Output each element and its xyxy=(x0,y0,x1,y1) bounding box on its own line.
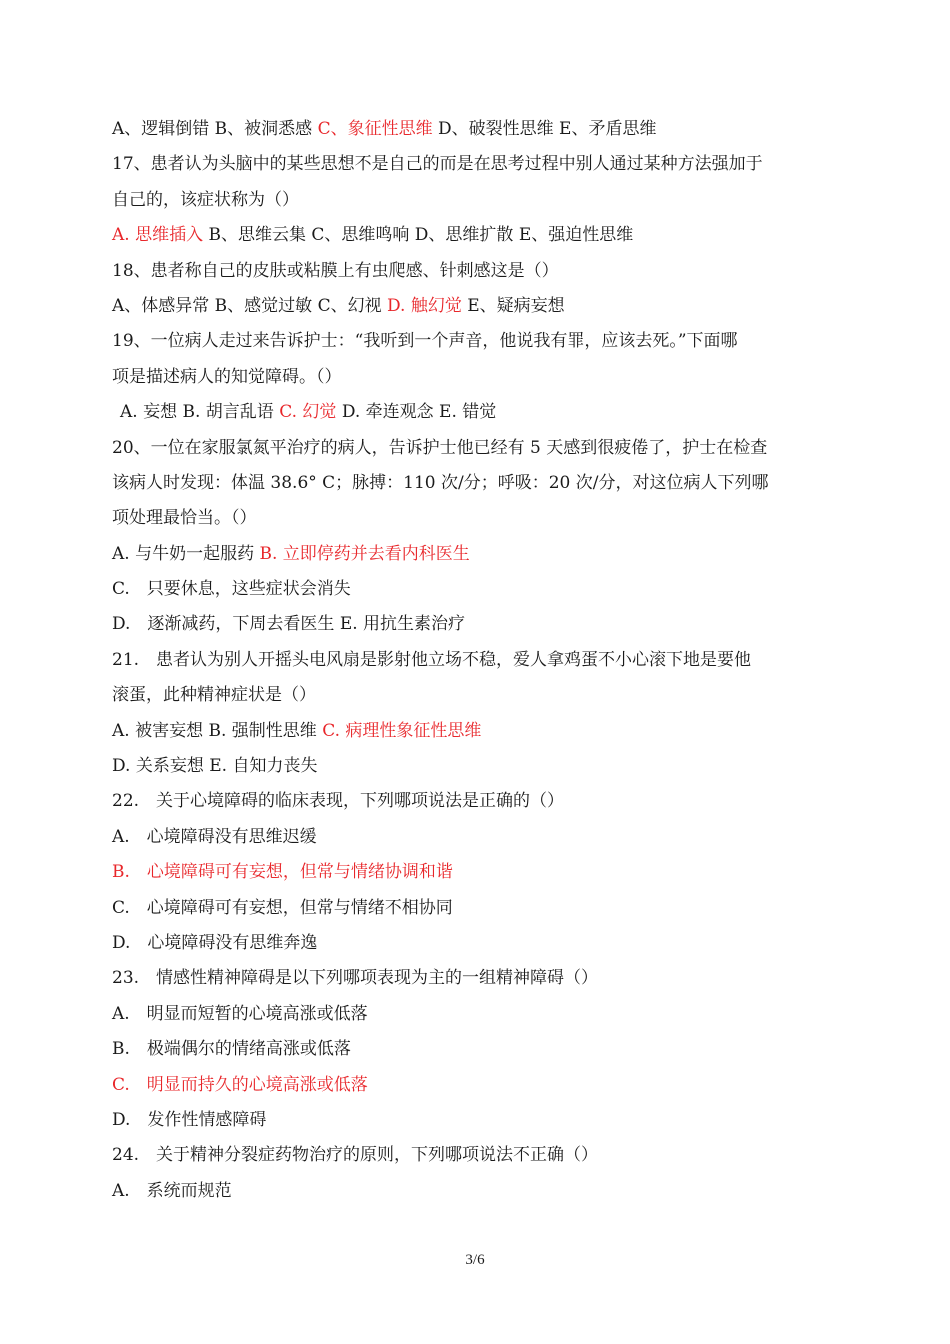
text-segment: A. 被害妄想 B. 强制性思维 xyxy=(112,720,323,741)
answer-highlight: C、象征性思维 xyxy=(317,119,433,139)
text-line xyxy=(112,1068,852,1103)
text-line xyxy=(112,466,852,501)
text-line xyxy=(112,1138,852,1173)
text-line xyxy=(112,501,852,536)
text-segment: B、思维云集 C、思维鸣响 D、思维扩散 E、强迫性思维 xyxy=(203,225,634,246)
text-line xyxy=(112,324,852,359)
text-segment: D. 发作性情感障碍 xyxy=(112,1109,267,1130)
text-line xyxy=(112,1103,852,1138)
text-segment: A、逻辑倒错 B、被洞悉感 xyxy=(112,119,318,139)
text-segment: 项是描述病人的知觉障碍。（） xyxy=(112,366,342,387)
text-line xyxy=(112,183,852,218)
answer-highlight: C. 幻觉 xyxy=(279,402,337,423)
text-segment: 22. 关于心境障碍的临床表现，下列哪项说法是正确的（） xyxy=(112,791,565,812)
text-segment: C. 心境障碍可有妄想，但常与情绪不相协同 xyxy=(112,897,453,918)
text-segment: A. 与牛奶一起服药 xyxy=(112,543,260,564)
text-segment: D. 关系妄想 E. 自知力丧失 xyxy=(112,756,318,777)
text-line xyxy=(112,997,852,1032)
text-line xyxy=(112,961,852,996)
question-list xyxy=(112,112,852,1209)
text-segment: 24. 关于精神分裂症药物治疗的原则，下列哪项说法不正确（） xyxy=(112,1145,599,1166)
text-line xyxy=(112,431,852,466)
text-segment: 19、一位病人走过来告诉护士：“我听到一个声音，他说我有罪，应该去死。”下面哪 xyxy=(112,331,738,352)
text-segment: 自己的，该症状称为（） xyxy=(112,189,299,210)
text-segment: D. 牵连观念 E. 错觉 xyxy=(336,402,497,423)
text-segment: 该病人时发现：体温 38.6° C；脉搏：110 次/分；呼吸：20 次/分，对这位病人下列哪 xyxy=(112,472,769,493)
text-segment: 21. 患者认为别人开摇头电风扇是影射他立场不稳，爱人拿鸡蛋不小心滚下地是要他 xyxy=(112,649,752,670)
answer-highlight: C. 病理性象征性思维 xyxy=(322,720,482,741)
text-segment: D. 逐渐减药，下周去看医生 E. 用抗生素治疗 xyxy=(112,614,466,635)
text-line xyxy=(112,572,852,607)
text-line xyxy=(112,820,852,855)
text-line xyxy=(112,714,852,749)
text-line xyxy=(112,784,852,819)
text-line xyxy=(112,855,852,890)
answer-highlight: A. 思维插入 xyxy=(112,225,204,246)
page-number: 3/6 xyxy=(465,1252,485,1268)
text-segment: E、疑病妄想 xyxy=(461,295,565,316)
answer-highlight: D. 触幻觉 xyxy=(387,295,462,316)
text-line xyxy=(112,147,852,182)
text-segment: A. 心境障碍没有思维迟缓 xyxy=(112,826,317,847)
text-segment: 20、一位在家服氯氮平治疗的病人，告诉护士他已经有 5 天感到很疲倦了，护士在检查 xyxy=(112,437,768,458)
text-segment: C. 只要休息，这些症状会消失 xyxy=(112,579,351,600)
text-segment: 17、患者认为头脑中的某些思想不是自己的而是在思考过程中别人通过某种方法强加于 xyxy=(112,154,763,175)
text-line xyxy=(112,1174,852,1209)
answer-highlight: B. 立即停药并去看内科医生 xyxy=(259,543,470,564)
text-segment: 项处理最恰当。（） xyxy=(112,508,257,529)
text-line xyxy=(112,360,852,395)
text-segment: A、体感异常 B、感觉过敏 C、幻视 xyxy=(112,295,387,316)
text-segment: B. 极端偶尔的情绪高涨或低落 xyxy=(112,1039,351,1060)
text-segment: A. 妄想 B. 胡言乱语 xyxy=(120,402,280,423)
text-line xyxy=(112,254,852,289)
text-line xyxy=(112,643,852,678)
text-segment: A. 明显而短暂的心境高涨或低落 xyxy=(112,1003,368,1024)
text-line xyxy=(112,537,852,572)
text-line xyxy=(112,891,852,926)
answer-highlight: B. 心境障碍可有妄想，但常与情绪协调和谐 xyxy=(112,862,453,883)
text-line xyxy=(112,395,852,430)
text-segment: 18、患者称自己的皮肤或粘膜上有虫爬感、针刺感这是（） xyxy=(112,260,559,281)
text-line xyxy=(112,112,852,147)
text-segment: D. 心境障碍没有思维奔逸 xyxy=(112,932,318,953)
text-line xyxy=(112,607,852,642)
text-line xyxy=(112,926,852,961)
text-segment: 23. 情感性精神障碍是以下列哪项表现为主的一组精神障碍（） xyxy=(112,968,599,989)
text-line xyxy=(112,289,852,324)
text-line xyxy=(112,218,852,253)
text-line xyxy=(112,749,852,784)
text-segment: 滚蛋，此种精神症状是（） xyxy=(112,685,316,706)
text-line xyxy=(112,678,852,713)
text-line xyxy=(112,1032,852,1067)
answer-highlight: C. 明显而持久的心境高涨或低落 xyxy=(112,1074,368,1095)
text-segment: D、破裂性思维 E、矛盾思维 xyxy=(432,119,657,139)
text-segment: A. 系统而规范 xyxy=(112,1180,232,1201)
